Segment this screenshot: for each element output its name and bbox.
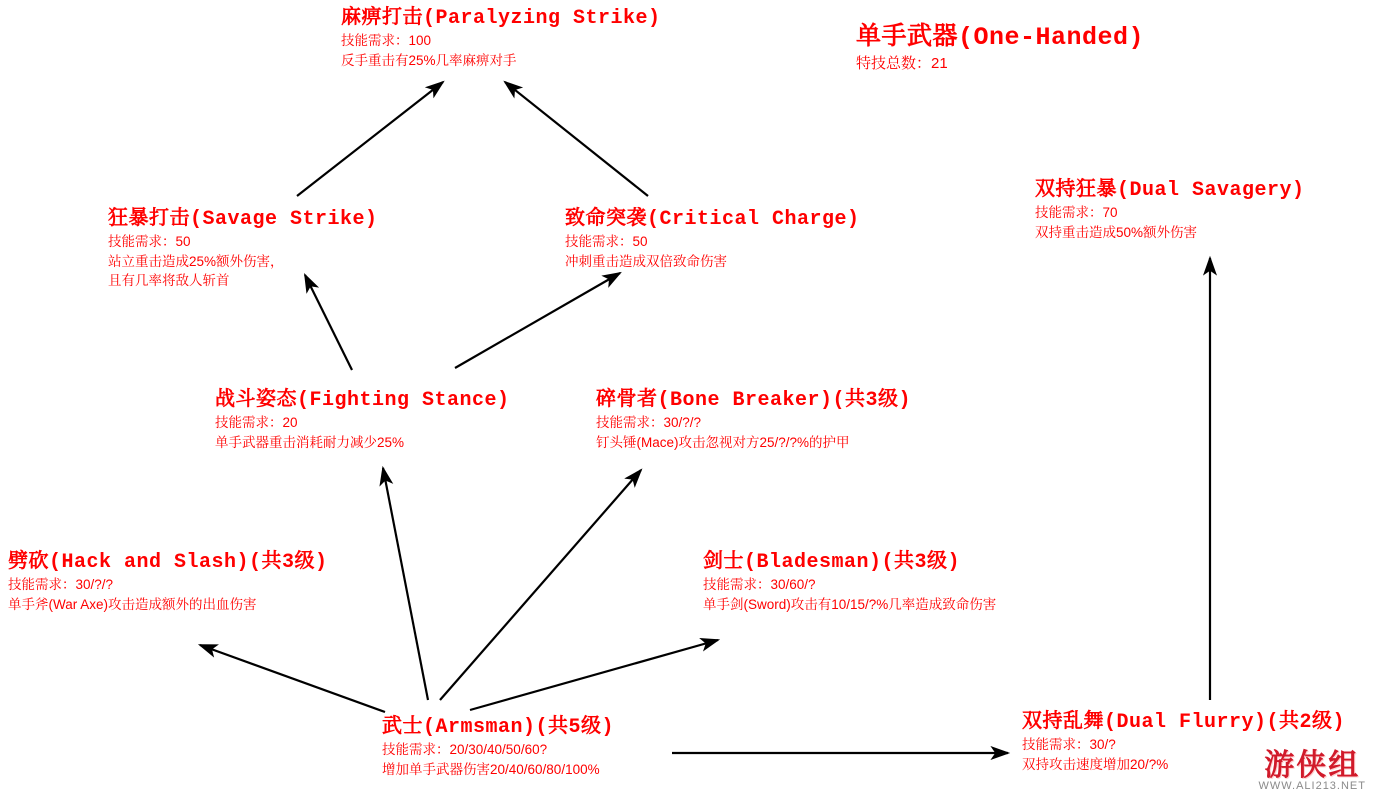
perk-description: 单手武器重击消耗耐力减少25%: [215, 434, 405, 450]
perk-description: 双持攻击速度增加20/?%: [1022, 756, 1169, 772]
perk-description: 站立重击造成25%额外伤害，: [108, 253, 284, 269]
arrow-armsman-to-hack: [200, 645, 385, 712]
perk-title: 双持乱舞(Dual Flurry)(共2级): [1022, 711, 1346, 734]
perk-requirement: 技能需求：100: [341, 33, 432, 48]
perk-node-paralyzing-strike[interactable]: [341, 6, 661, 70]
perk-node-hack-and-slash[interactable]: [8, 550, 328, 614]
perk-title: 碎骨者(Bone Breaker)(共3级): [596, 389, 912, 412]
perk-requirement: 技能需求：30/60/?: [703, 577, 816, 592]
watermark-sub: WWW.ALI213.NET: [1258, 780, 1366, 792]
perk-title: 剑士(Bladesman)(共3级): [703, 551, 961, 574]
perk-title: 武士(Armsman)(共5级): [382, 716, 615, 739]
perk-description: 增加单手武器伤害20/40/60/80/100%: [382, 761, 600, 777]
perk-description: 单手剑(Sword)攻击有10/15/?%几率造成致命伤害: [703, 596, 997, 612]
diagram-header: [856, 22, 1144, 75]
arrow-stance-to-critical: [455, 273, 620, 368]
perk-title: 狂暴打击(Savage Strike): [108, 208, 378, 231]
perk-requirement: 技能需求：30/?/?: [596, 415, 702, 430]
perk-requirement: 技能需求：50: [565, 234, 648, 249]
perk-node-fighting-stance[interactable]: [215, 388, 510, 452]
perk-node-dual-savagery[interactable]: [1035, 178, 1305, 242]
perk-requirement: 技能需求：30/?/?: [8, 577, 114, 592]
perk-description: 双持重击造成50%额外伤害: [1035, 224, 1198, 240]
watermark-main: 游侠组: [1264, 749, 1361, 782]
perk-requirement: 技能需求：30/?: [1022, 737, 1116, 752]
perk-description: 钉头锤(Mace)攻击忽视对方25/?/?%的护甲: [596, 434, 850, 450]
perk-node-armsman[interactable]: [382, 715, 614, 779]
perk-description: 单手斧(War Axe)攻击造成额外的出血伤害: [8, 596, 257, 612]
perk-requirement: 技能需求：70: [1035, 205, 1118, 220]
perk-title: 战斗姿态(Fighting Stance): [215, 389, 510, 412]
perk-node-bone-breaker[interactable]: [596, 388, 911, 452]
arrow-armsman-to-stance: [383, 468, 428, 700]
arrow-armsman-to-bladesman: [470, 640, 718, 710]
perk-description-cont: 且有几率将敌人斩首: [108, 273, 230, 289]
arrow-critical-to-paralyzing: [505, 82, 648, 196]
perk-description: 反手重击有25%几率麻痹对手: [341, 52, 517, 68]
perk-node-critical-charge[interactable]: [565, 207, 860, 271]
watermark: [1258, 740, 1366, 792]
perk-node-bladesman[interactable]: [703, 550, 996, 614]
diagram-title: 单手武器(One-Handed): [856, 23, 1145, 52]
arrow-savage-to-paralyzing: [297, 82, 443, 196]
perk-description: 冲刺重击造成双倍致命伤害: [565, 253, 727, 269]
perk-requirement: 技能需求：20: [215, 415, 298, 430]
arrow-armsman-to-bone-breaker: [440, 470, 641, 700]
perk-title: 麻痹打击(Paralyzing Strike): [341, 7, 661, 30]
perk-title: 致命突袭(Critical Charge): [565, 208, 860, 231]
perk-title: 劈砍(Hack and Slash)(共3级): [8, 551, 328, 574]
perk-requirement: 技能需求：50: [108, 234, 191, 249]
perk-requirement: 技能需求：20/30/40/50/60?: [382, 742, 548, 757]
perk-title: 双持狂暴(Dual Savagery): [1035, 179, 1305, 202]
diagram-subtitle: 特技总数：21: [856, 55, 948, 73]
perk-node-savage-strike[interactable]: [108, 207, 378, 291]
